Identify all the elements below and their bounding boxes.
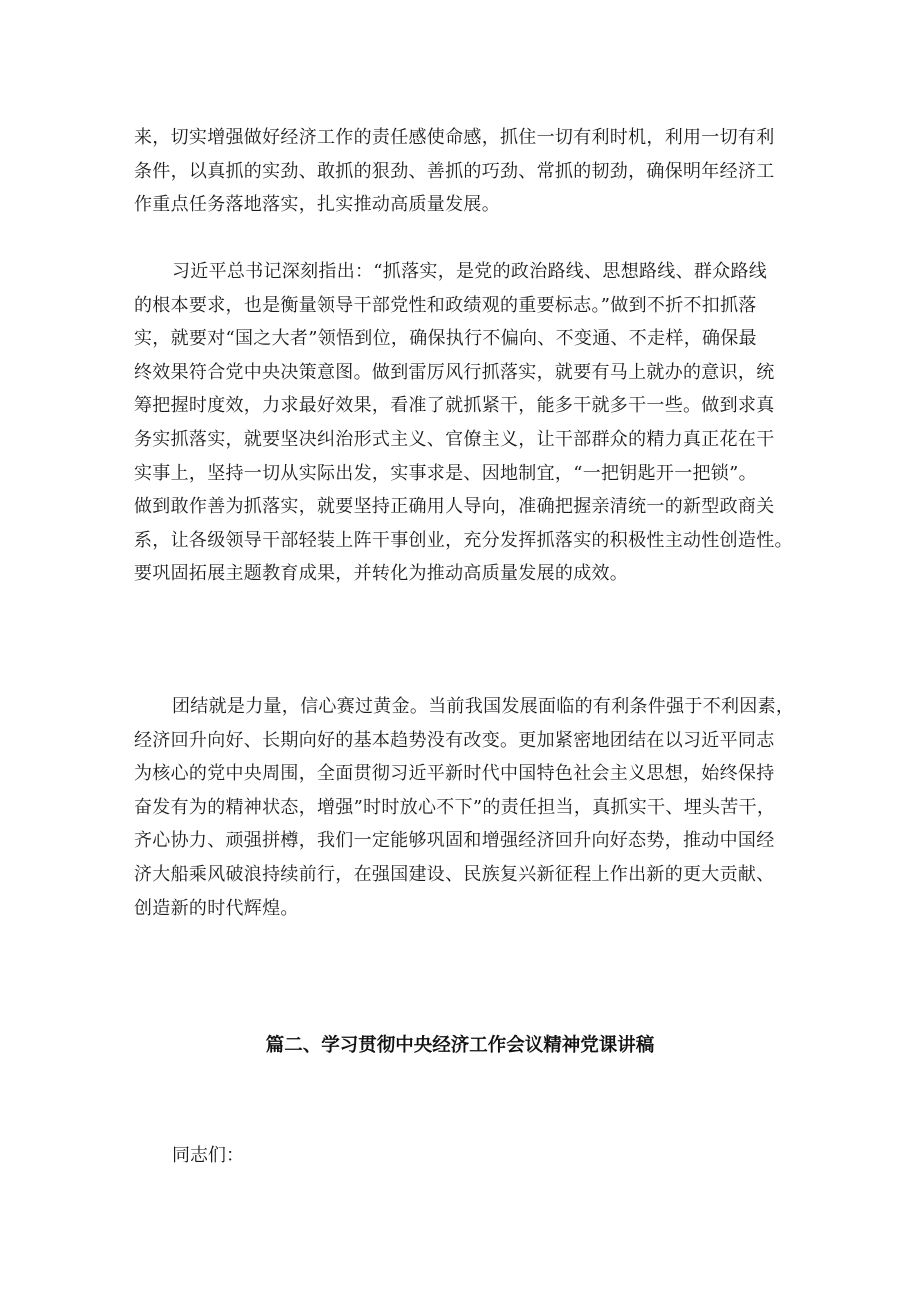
paragraph-3 <box>134 690 794 925</box>
text-line: 来，切实增强做好经济工作的责任感使命感，抓住一切有利时机，利用一切有利 <box>134 127 775 148</box>
paragraph-2 <box>134 255 794 591</box>
paragraph-1 <box>134 121 794 222</box>
text-line: 终效果符合党中央决策意图。做到雷厉风行抓落实，就要有马上就办的意识，统 <box>134 361 775 383</box>
text-line: 实，就要对“国之大者”领悟到位，确保执行不偏向、不变通、不走样，确保最 <box>134 328 757 350</box>
text-line: 习近平总书记深刻指出：“抓落实，是党的政治路线、思想路线、群众路线 <box>172 261 768 282</box>
section-title: 篇二、学习贯彻中央经济工作会议精神党课讲稿 <box>265 1035 655 1056</box>
text-line: 筹把握时度效，力求最好效果，看准了就抓紧干，能多干就多干一些。做到求真 <box>134 395 775 417</box>
text-line: 创造新的时代辉煌。 <box>134 897 299 919</box>
text-line: 条件，以真抓的实劲、敢抓的狠劲、善抓的巧劲、常抓的韧劲，确保明年经济工 <box>134 160 775 182</box>
text-line: 要巩固拓展主题教育成果，并转化为推动高质量发展的成效。 <box>134 563 629 585</box>
text-line: 济大船乘风破浪持续前行，在强国建设、民族复兴新征程上作出新的更大贡献、 <box>134 863 775 885</box>
text-line: 奋发有为的精神状态，增强”时时放心不下”的责任担当，真抓实干、埋头苦干， <box>134 796 776 818</box>
text-line: 实事上，坚持一切从实际出发，实事求是、因地制宜，“一把钥匙开一把锁”。 <box>134 462 757 484</box>
text-line: 做到敢作善为抓落实，就要坚持正确用人导向，准确把握亲清统一的新型政商关 <box>134 496 775 518</box>
text-line: 务实抓落实，就要坚决纠治形式主义、官僚主义，让干部群众的精力真正花在干 <box>134 428 775 450</box>
text-line: 为核心的党中央周围，全面贯彻习近平新时代中国特色社会主义思想，始终保持 <box>134 763 775 785</box>
text-line: 经济回升向好、长期向好的基本趋势没有改变。更加紧密地团结在以习近平同志 <box>134 729 775 751</box>
text-line: 的根本要求，也是衡量领导干部党性和政绩观的重要标志。”做到不折不扣抓落 <box>134 294 757 316</box>
text-line: 团结就是力量，信心赛过黄金。当前我国发展面临的有利条件强于不利因素， <box>172 696 795 717</box>
text-line: 系，让各级领导干部轻装上阵干事创业，充分发挥抓落实的积极性主动性创造性。 <box>134 529 793 551</box>
text-line: 作重点任务落地落实，扎实推动高质量发展。 <box>134 194 500 216</box>
salutation: 同志们： <box>172 1145 244 1166</box>
text-line: 齐心协力、顽强拼樽，我们一定能够巩固和增强经济回升向好态势，推动中国经 <box>134 830 775 852</box>
